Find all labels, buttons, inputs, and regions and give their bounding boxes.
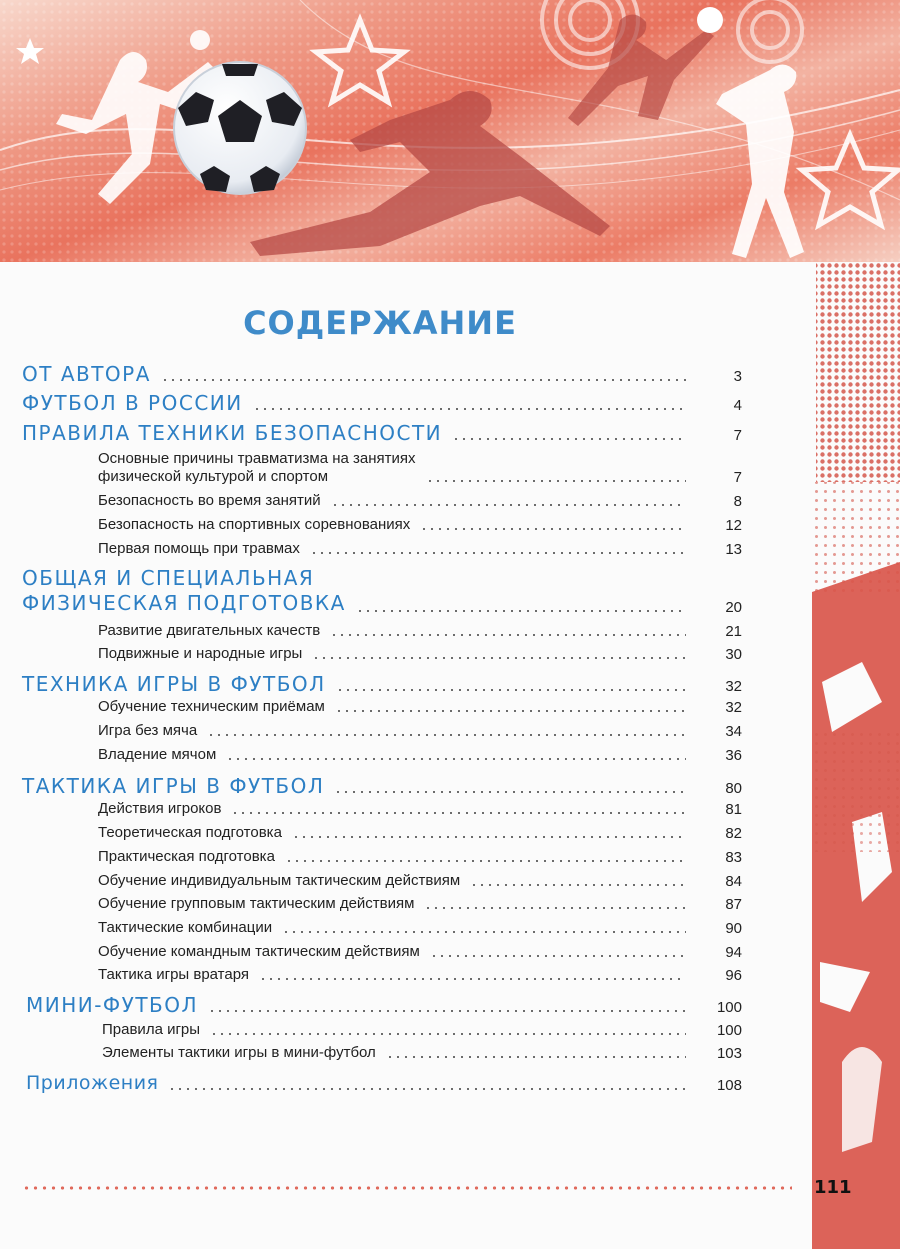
toc-entry-label: ПРАВИЛА ТЕХНИКИ БЕЗОПАСНОСТИ [22,421,443,445]
toc-entry-label: Обучение техническим приёмам [98,698,325,715]
soccer-ball-icon [174,62,306,194]
toc-entry[interactable] [22,566,742,616]
footer-dotted-rule [22,1186,792,1190]
toc-subentry[interactable] [98,540,742,558]
dot-leader [386,1056,686,1058]
toc-entry-page: 94 [725,944,742,961]
toc-entry-label: Владение мячом [98,746,217,763]
toc-entry-label-line1: ОБЩАЯ И СПЕЦИАЛЬНАЯ [22,566,315,590]
toc-entry[interactable] [26,1072,742,1094]
toc-entry-page: 32 [725,699,742,716]
page-title: СОДЕРЖАНИЕ [243,304,517,342]
toc-subentry[interactable] [102,1021,742,1039]
dot-leader [210,1033,686,1035]
dot-leader [335,710,686,712]
toc-entry-page: 13 [725,541,742,558]
toc-entry-label: Подвижные и народные игры [98,645,303,662]
toc-entry-page: 3 [733,368,742,385]
toc-entry-label: Безопасность во время занятий [98,492,321,509]
toc-entry-page: 30 [725,646,742,663]
toc-entry-label: ТЕХНИКА ИГРЫ В ФУТБОЛ [22,672,326,696]
toc-subentry[interactable] [98,800,742,818]
dot-leader [207,734,686,736]
toc-entry-label-line1: Основные причины травматизма на занятиях [98,450,416,467]
header-banner [0,0,900,262]
toc-entry[interactable] [22,673,742,695]
dot-leader [259,978,686,980]
toc-entry-page: 34 [725,723,742,740]
toc-entry-page: 36 [725,747,742,764]
toc-subentry[interactable] [98,872,742,890]
toc-entry[interactable] [22,363,742,385]
dot-leader [334,791,686,793]
toc-entry-label: Развитие двигательных качеств [98,622,321,639]
toc-entry-label [22,566,346,616]
dot-leader [312,657,686,659]
toc-entry-label: Игра без мяча [98,722,198,739]
toc-entry[interactable] [26,994,742,1016]
dot-leader [310,552,686,554]
toc-entry-page: 103 [716,1045,742,1062]
toc-entry-page: 32 [725,678,742,695]
toc-subentry[interactable] [98,492,742,510]
toc-entry-label: Обучение индивидуальным тактическим действиям [98,872,461,889]
side-decoration [812,262,900,1249]
toc-entry-label: Теоретическая подготовка [98,824,282,841]
toc-subentry[interactable] [98,824,742,842]
dot-leader [285,860,686,862]
side-artwork [812,262,900,1249]
toc-entry-page: 12 [725,517,742,534]
toc-subentry[interactable] [98,645,742,663]
toc-entry-page: 83 [725,849,742,866]
toc-entry-page: 108 [716,1077,742,1094]
dot-leader [452,438,686,440]
toc-subentry[interactable] [98,895,742,913]
toc-subentry[interactable] [98,622,742,640]
dot-leader [208,1010,686,1012]
dot-leader [356,610,686,612]
dot-leader [226,758,686,760]
dot-leader [161,379,686,381]
dot-leader [292,836,686,838]
toc-entry-label: Обучение командным тактическим действиям [98,943,420,960]
toc-entry-page: 8 [733,493,742,510]
toc-subentry[interactable] [98,722,742,740]
toc-subentry[interactable] [98,848,742,866]
toc-entry-label: Правила игры [102,1021,201,1038]
toc-entry[interactable] [22,392,742,414]
toc-entry-label: Практическая подготовка [98,848,275,865]
toc-entry-page: 7 [733,469,742,486]
toc-subentry[interactable] [98,943,742,961]
toc-entry-label: МИНИ-ФУТБОЛ [26,993,199,1017]
toc-entry-page: 100 [716,999,742,1016]
toc-subentry[interactable] [98,746,742,764]
dot-leader [470,884,686,886]
toc-subentry[interactable] [102,1044,742,1062]
toc-subentry[interactable] [98,450,742,486]
toc-entry-label: Приложения [26,1072,159,1094]
dot-leader [282,931,686,933]
toc-entry-page: 7 [733,427,742,444]
dot-leader [253,408,686,410]
toc-entry-label: Элементы тактики игры в мини-футбол [102,1044,376,1061]
dot-leader [426,480,686,482]
toc-entry[interactable] [22,422,742,444]
toc-entry-label: Действия игроков [98,800,222,817]
toc-entry-page: 80 [725,780,742,797]
page-number: 111 [814,1177,852,1198]
dot-leader [231,812,686,814]
dot-leader [168,1088,686,1090]
toc-entry-label [98,450,416,486]
dot-leader [424,907,686,909]
dot-leader [336,689,686,691]
toc-entry-page: 82 [725,825,742,842]
toc-subentry[interactable] [98,516,742,534]
toc-entry-page: 4 [733,397,742,414]
toc-entry-label: Тактические комбинации [98,919,273,936]
toc-entry-label: Обучение групповым тактическим действиям [98,895,415,912]
dot-leader [330,634,686,636]
toc-entry-label: Первая помощь при травмах [98,540,300,557]
toc-subentry[interactable] [98,919,742,937]
toc-entry-label: ОТ АВТОРА [22,362,151,386]
banner-artwork [0,0,900,262]
toc-entry[interactable] [22,775,742,797]
dot-leader [420,528,686,530]
toc-entry-label: ТАКТИКА ИГРЫ В ФУТБОЛ [22,774,325,798]
toc-entry-page: 90 [725,920,742,937]
dot-leader [331,504,686,506]
dot-leader [430,955,686,957]
toc-entry-label: Тактика игры вратаря [98,966,250,983]
toc-subentry[interactable] [98,698,742,716]
toc-entry-page: 100 [716,1022,742,1039]
toc-subentry[interactable] [98,966,742,984]
toc-entry-label-line2: ФИЗИЧЕСКАЯ ПОДГОТОВКА [22,591,346,615]
toc-entry-label-line2: физической культурой и спортом [98,468,329,485]
toc-entry-page: 81 [725,801,742,818]
toc-entry-label: Безопасность на спортивных соревнованиях [98,516,411,533]
toc-entry-page: 84 [725,873,742,890]
toc-entry-page: 87 [725,896,742,913]
toc-entry-page: 20 [725,599,742,616]
toc-entry-page: 96 [725,967,742,984]
toc-entry-label: ФУТБОЛ В РОССИИ [22,391,243,415]
toc-entry-page: 21 [725,623,742,640]
